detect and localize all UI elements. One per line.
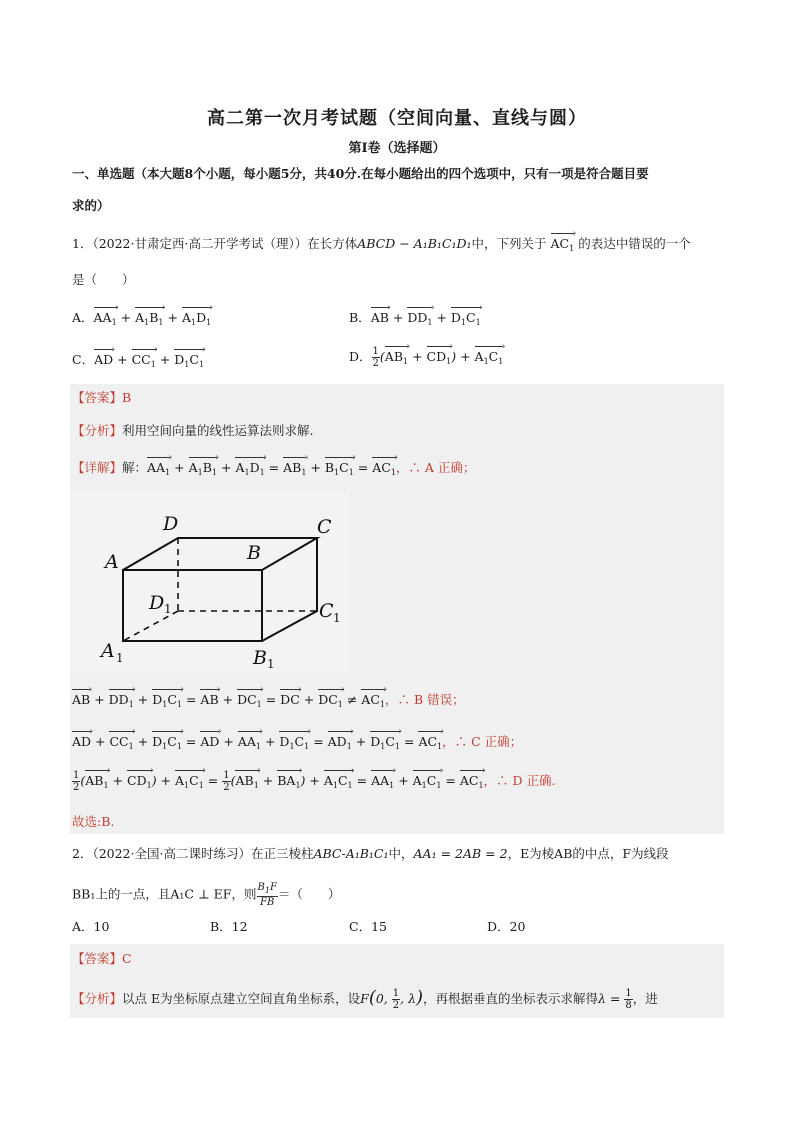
exam-subtitle: 第Ⅰ卷（选择题）	[348, 141, 446, 156]
q1-option-c: C．AD › + $CC_1$ › + $D_1C_1$ ›	[72, 352, 204, 373]
q2-analysis-c: ，进	[632, 991, 658, 1006]
q1-detail-b-tail: ，∴ B 错误；	[384, 692, 465, 707]
q2-analysis: 【分析】以点 E为坐标原点建立空间直角坐标系，设F(0, $\frac{1}{2}$ , λ)，再根据垂直的坐标表示求解得λ = $\frac{1}{8}$ ，进	[72, 987, 658, 1011]
label-c1-sub: 1	[333, 611, 341, 625]
top-face-edges	[123, 538, 317, 570]
q2-option-c: C．15	[349, 919, 387, 934]
q1-option-d-label: D．	[349, 349, 372, 364]
q1-option-b: B．AB › + $DD_1$ › + $D_1C_1$ ›	[349, 310, 481, 331]
label-d1: D	[149, 592, 165, 614]
q1-option-a: A．$AA_1$ › + $A_1B_1$ › + $A_1D_1$ ›	[72, 310, 211, 331]
q1-detail-tag: 【详解】	[72, 460, 123, 475]
section-heading-line2: 求的）	[72, 198, 110, 213]
q1-stem-line1: 1．（2022·甘肃定西·高二开学考试（理））在长方体ABCD − A₁B₁C₁D₁中，下列关于 $AC_1$ › 的表达中错误的一个	[72, 236, 691, 257]
front-face	[123, 570, 262, 641]
q1-conclusion: 故选:B.	[72, 814, 115, 829]
q1-option-d: D． $\frac{1}{2}$ ($AB_1$ › + $CD_1$ ›) + $A_1C_1$ ›	[349, 346, 503, 370]
q1-detail-a-tail: ，∴ A 正确；	[395, 460, 476, 475]
q2-analysis-b: ，再根据垂直的坐标表示求解得	[423, 991, 599, 1006]
label-d: D	[163, 513, 179, 535]
q1-answer-text: 【答案】B	[72, 390, 132, 405]
label-b1: B	[253, 647, 267, 669]
label-b1-sub: 1	[267, 657, 275, 671]
q2-prism: ABC-A₁B₁C₁	[313, 846, 389, 861]
q1-detail-b: AB › + $DD_1$ › + $D_1C_1$ › = AB › + $DC_1$ › = DC › + $DC_1$ › ≠ $AC_1$ ›，∴ B 错误；	[72, 692, 465, 713]
q1-detail-c-tail: ，∴ C 正确；	[442, 734, 523, 749]
section-heading-line1: 一、单选题（本大题8个小题，每小题5分，共40分.在每小题给出的四个选项中，只有一项是符合题目要	[72, 166, 649, 181]
exam-title: 高二第一次月考试题（空间向量、直线与圆）	[207, 108, 587, 129]
q1-analysis-tag: 【分析】	[72, 423, 123, 438]
q2-stem-a: 2．（2022·全国·高二课时练习）在正三棱柱	[72, 846, 314, 861]
label-a1: A	[101, 640, 115, 662]
q1-stem-c: 的表达中错误的一个	[578, 236, 691, 251]
q1-detail-lead: 解：	[122, 460, 148, 475]
q1-detail-d: $\frac{1}{2}$ ($AB_1$ › + $CD_1$ ›) + $A_1C_1$ › = $\frac{1}{2}$ ($AB_1$ › + $BA_1$ ›) + $A_1C_1$ › = $AA_1$ › + $A_1C_1$ › = $AC_1$ ›，∴ D 正确.	[72, 770, 556, 794]
q2-answer-text: 【答案】C	[72, 951, 132, 966]
q1-stem-a: 1．（2022·甘肃定西·高二开学考试（理））在长方体	[72, 236, 358, 251]
q1-detail-a: 【详解】解：$AA_1$ › + $A_1B_1$ › + $A_1D_1$ › = $AB_1$ › + $B_1C_1$ › = $AC_1$ ›，∴ A 正确；	[72, 460, 475, 481]
q2-condition: AA₁ = 2AB = 2	[413, 846, 508, 861]
q2-stem-c: ，E为棱AB的中点，F为线段	[507, 846, 669, 861]
q1-answer	[72, 390, 131, 406]
cuboid-svg	[71, 491, 349, 672]
q1-analysis-text: 利用空间向量的线性运算法则求解.	[122, 423, 314, 438]
q2-option-b: B．12	[210, 919, 248, 934]
q2-option-a: A．10	[72, 919, 110, 934]
q2-option-d: D．20	[487, 919, 526, 934]
label-a1-sub: 1	[116, 651, 124, 665]
label-a: A	[105, 551, 119, 573]
q2-stem-line1	[72, 846, 669, 862]
q2-analysis-a: 以点 E为坐标原点建立空间直角坐标系，设	[122, 991, 361, 1006]
q1-solid: ABCD − A₁B₁C₁D₁	[357, 236, 472, 251]
label-b: B	[247, 542, 261, 564]
label-d1-sub: 1	[164, 602, 172, 616]
q2-analysis-tag: 【分析】	[72, 991, 123, 1006]
cuboid-figure	[71, 491, 349, 672]
q1-stem-line2: 是（ ）	[72, 272, 135, 287]
q1-detail-c: AD › + $CC_1$ › + $D_1C_1$ › = AD › + $AA_1$ › + $D_1C_1$ › = $AD_1$ › + $D_1C_1$ › = $AC_1$ ›，∴ C 正确；	[72, 734, 522, 755]
q2-answer	[72, 951, 132, 967]
label-c1: C	[319, 600, 334, 622]
q1-option-c-label: C．	[72, 352, 95, 367]
q1-detail-d-tail: ，∴ D 正确.	[483, 773, 556, 788]
q1-analysis	[72, 423, 314, 439]
q1-stem-b: 中，下列关于	[471, 236, 547, 251]
q2-stem-e: ＝（ ）	[277, 886, 341, 902]
q1-option-b-label: B．	[349, 310, 371, 325]
q1-option-a-label: A．	[72, 310, 94, 325]
q2-stem-d: BB₁上的一点，且A₁C ⊥ EF，则	[72, 886, 257, 902]
q2-stem-b: 中，	[388, 846, 414, 861]
label-c: C	[317, 516, 332, 538]
q2-stem-line2: BB₁上的一点，且A₁C ⊥ EF，则 $\frac{B_1F}{FB}$ ＝（ ）	[72, 882, 341, 908]
